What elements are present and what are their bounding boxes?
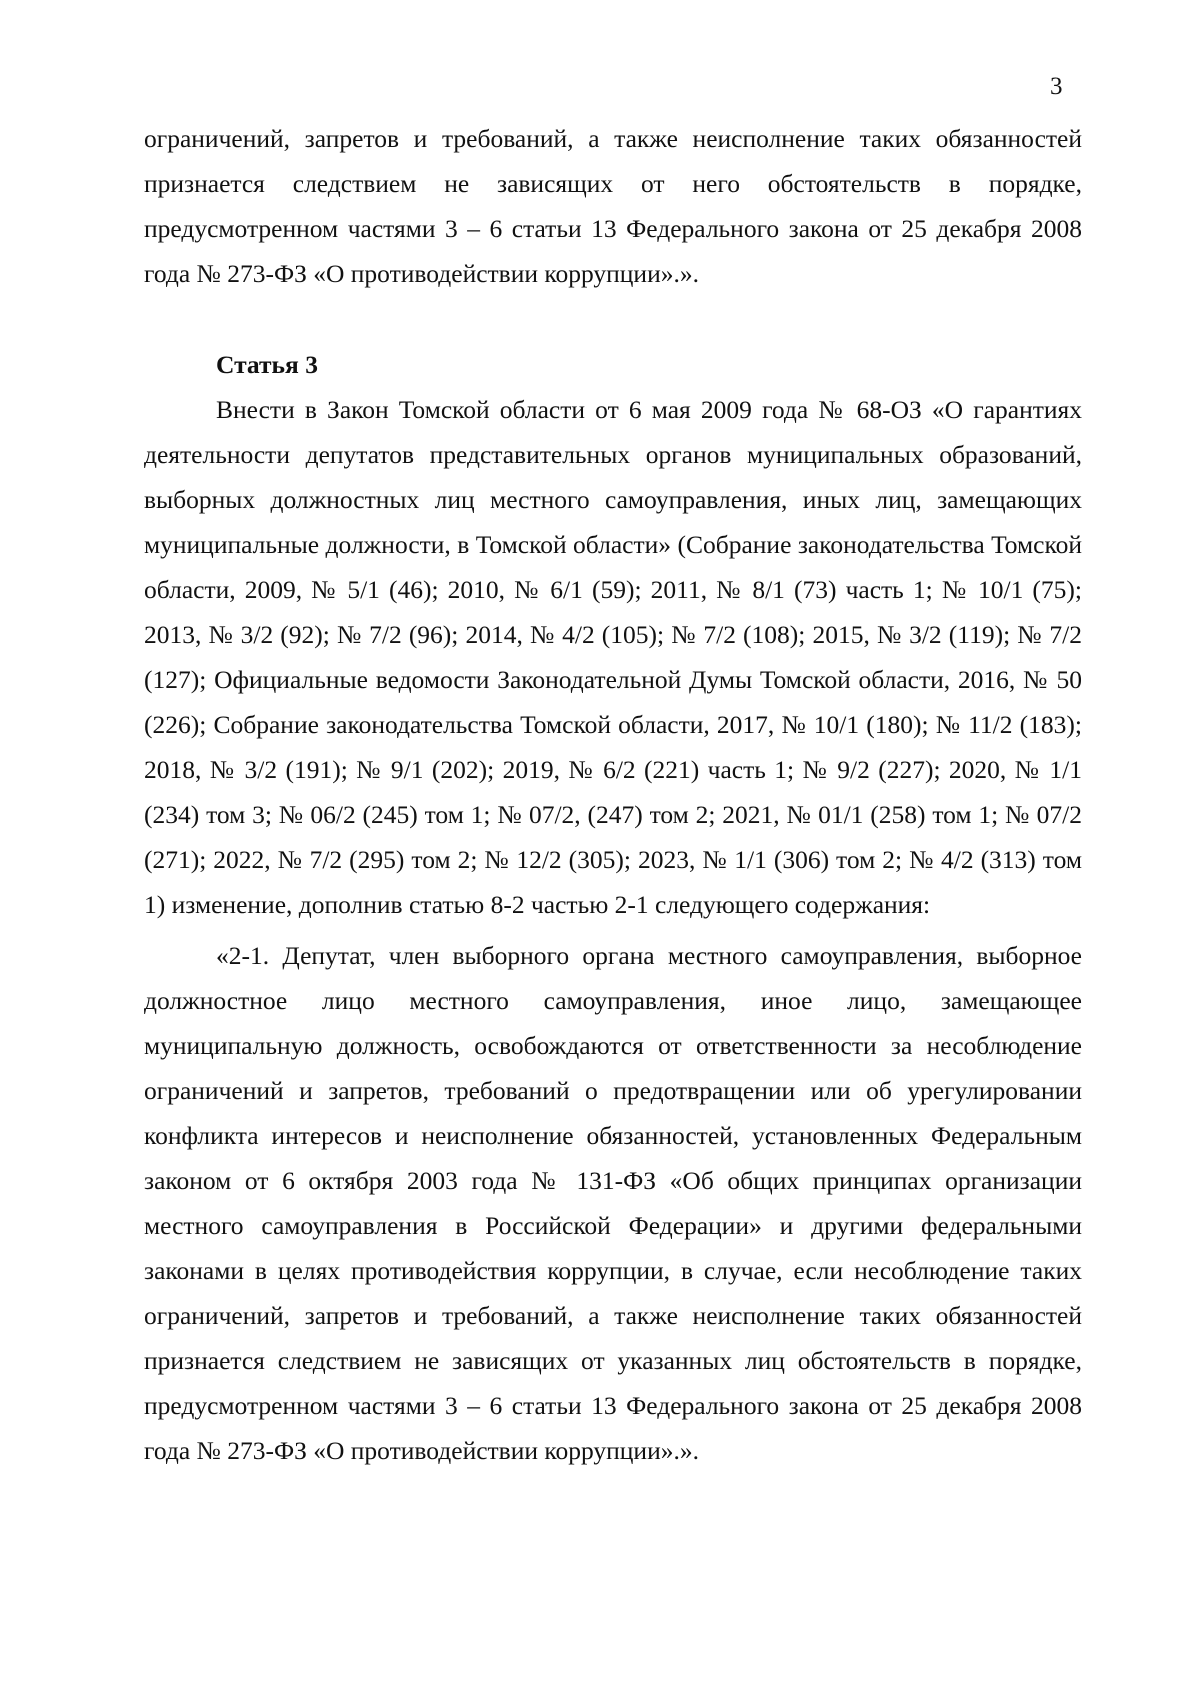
article-heading: Статья 3 <box>216 350 318 379</box>
quoted-amendment-paragraph: «2-1. Депутат, член выборного органа местного самоуправления, выборное должностное лицо местного самоуправления, иное лицо, замещающее муниципальную должность, освобождаются от ответственности за несоблюдение ограничений и запретов, требований о предотвращении или об урегулировании конфликта интересов и неисполнение обязанностей, установленных Федеральным законом от 6 октября 2003 года № 131-ФЗ «Об общих принципах организации местного самоуправления в Российской Федерации» и другими федеральными законами в целях противодействия коррупции, в случае, если несоблюдение таких ограничений, запретов и требований, а также неисполнение таких обязанностей признается следствием не зависящих от указанных лиц обстоятельств в порядке, предусмотренном частями 3 – 6 статьи 13 Федерального закона от 25 декабря 2008 года № 273-ФЗ «О противодействии коррупции».». <box>144 941 1082 1465</box>
page-number: 3 <box>1050 73 1063 100</box>
lead-paragraph: ограничений, запретов и требований, а также неисполнение таких обязанностей признается следствием не зависящих от него обстоятельств в порядке, предусмотренном частями 3 – 6 статьи 13 Федерального закона от 25 декабря 2008 года № 273-ФЗ «О противодействии коррупции».». <box>144 124 1082 288</box>
document-body <box>144 116 1082 1473</box>
article-body-paragraph: Внести в Закон Томской области от 6 мая 2009 года № 68-ОЗ «О гарантиях деятельности депутатов представительных органов муниципальных образований, выборных должностных лиц местного самоуправления, иных лиц, замещающих муниципальные должности, в Томской области» (Собрание законодательства Томской области, 2009, № 5/1 (46); 2010, № 6/1 (59); 2011, № 8/1 (73) часть 1; № 10/1 (75); 2013, № 3/2 (92); № 7/2 (96); 2014, № 4/2 (105); № 7/2 (108); 2015, № 3/2 (119); № 7/2 (127); Официальные ведомости Законодательной Думы Томской области, 2016, № 50 (226); Собрание законодательства Томской области, 2017, № 10/1 (180); № 11/2 (183); 2018, № 3/2 (191); № 9/1 (202); 2019, № 6/2 (221) часть 1; № 9/2 (227); 2020, № 1/1 (234) том 3; № 06/2 (245) том 1; № 07/2, (247) том 2; 2021, № 01/1 (258) том 1; № 07/2 (271); 2022, № 7/2 (295) том 2; № 12/2 (305); 2023, № 1/1 (306) том 2; № 4/2 (313) том 1) изменение, дополнив статью 8-2 частью 2-1 следующего содержания: <box>144 395 1082 919</box>
